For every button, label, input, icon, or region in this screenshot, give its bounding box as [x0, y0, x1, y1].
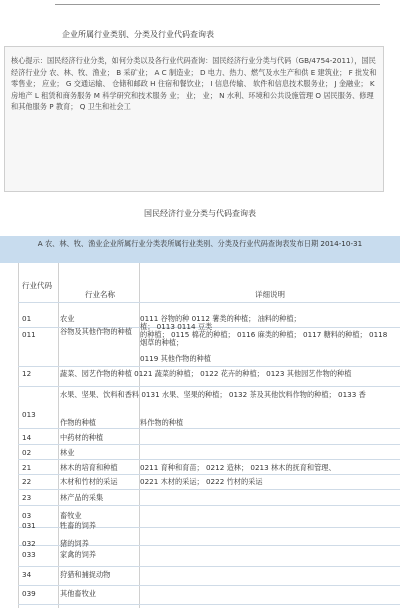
industry-name: 家禽的饲养: [60, 550, 96, 559]
industry-name: 木材和竹材的采运: [60, 477, 118, 486]
industry-name: 其他畜牧业: [60, 589, 96, 598]
industry-name: 狩猎和捕捉动物: [60, 570, 111, 579]
row-divider: [18, 386, 400, 387]
industry-code: 03: [22, 511, 32, 520]
summary-box: 核心提示：国民经济行业分类，如何分类以及各行业代码查询：国民经济行业分类与代码（GB/4754-2011），国民经济行业分 农、林、牧、渔业； B 采矿业； A C 制造业； D 电力、热力、燃气及水生产和供 E 建筑业； F 批发和零售业； 应业； G 交通运输、 仓储和邮政 H 住宿和餐饮业； I 信息传输、 软件和信息技术服务业； J 金融业； K 房地产 L 租赁和商务服务 M 科学研究和技术服务 业； 业； 业； N 水利、环境和公共设施管理 O 居民服务、修理和其他服务 P 教育； Q 卫生和社会工: [4, 46, 384, 192]
industry-desc: 0211 育种和育苗； 0212 造林； 0213 林木的抚育和管理、: [140, 463, 336, 472]
industry-desc: 0111 谷物的种 0112 薯类的种植； 油料的种植；: [140, 314, 301, 323]
column-divider-code: [58, 263, 59, 608]
row-divider: [18, 459, 400, 460]
industry-code: 34: [22, 570, 32, 579]
row-divider: [18, 366, 400, 367]
industry-name: 农业: [60, 314, 75, 323]
row-divider: [18, 444, 400, 445]
industry-desc: 0221 木材的采运； 0222 竹材的采运: [140, 477, 263, 486]
table-border-left: [18, 263, 19, 608]
industry-code: 02: [22, 448, 32, 457]
industry-name: 作物的种植: [60, 418, 96, 427]
industry-desc: 烟草的种植；: [140, 338, 184, 347]
industry-merged-cell: 蔬菜、园艺作物的种植 0121 蔬菜的种植； 0122 花卉的种植； 0123 其他园艺作物的种植: [60, 369, 352, 378]
column-header-name: 行业名称: [85, 290, 115, 299]
industry-code: 039: [22, 589, 36, 598]
top-rule: [55, 4, 380, 5]
industry-name: 林业: [60, 448, 75, 457]
industry-code: 23: [22, 493, 32, 502]
industry-name: 谷物及其他作物的种植: [60, 327, 132, 336]
industry-desc: 料作物的种植: [140, 418, 184, 427]
row-divider: [18, 489, 400, 490]
document-title: 企业所属行业类别、分类及行业代码查询表: [62, 30, 214, 39]
industry-code: 032: [22, 539, 36, 548]
industry-code: 033: [22, 550, 36, 559]
industry-code: 22: [22, 477, 32, 486]
column-header-desc: 详细说明: [255, 290, 285, 299]
industry-code: 01: [22, 314, 32, 323]
industry-code: 12: [22, 369, 32, 378]
industry-merged-cell: 水果、坚果、饮料和香料 0131 水果、坚果的种植； 0132 茶及其他饮料作物的种植； 0133 香: [60, 390, 366, 399]
industry-name: 牲畜的饲养: [60, 521, 96, 530]
industry-name: 中药材的种植: [60, 433, 104, 442]
industry-code: 013: [22, 410, 36, 419]
industry-name: 林产品的采集: [60, 493, 104, 502]
row-divider: [18, 428, 400, 429]
industry-name: 猪的饲养: [60, 539, 89, 548]
table-caption: A 农、林、牧、渔业企业所属行业分类表所属行业类别、分类及行业代码查询表发布日期 2014-10-31: [0, 236, 400, 263]
row-divider: [18, 474, 400, 475]
row-divider: [18, 302, 400, 303]
industry-desc: 的种植； 0115 棉花的种植； 0116 麻类的种植； 0117 糖料的种植； 0118: [140, 330, 388, 339]
industry-code: 21: [22, 463, 32, 472]
table-title: 国民经济行业分类与代码查询表: [144, 209, 256, 218]
industry-code: 011: [22, 330, 36, 339]
column-header-code: 行业代码: [22, 281, 52, 290]
industry-name: 林木的培育和种植: [60, 463, 118, 472]
industry-code: 14: [22, 433, 32, 442]
row-divider: [18, 505, 400, 506]
industry-name: 畜牧业: [60, 511, 82, 520]
row-divider: [18, 566, 400, 567]
row-divider: [18, 604, 400, 605]
industry-desc: 植； 0113 0114 豆类: [140, 322, 213, 331]
industry-desc: 0119 其他作物的种植: [140, 354, 211, 363]
row-divider: [18, 585, 400, 586]
industry-code: 031: [22, 521, 36, 530]
